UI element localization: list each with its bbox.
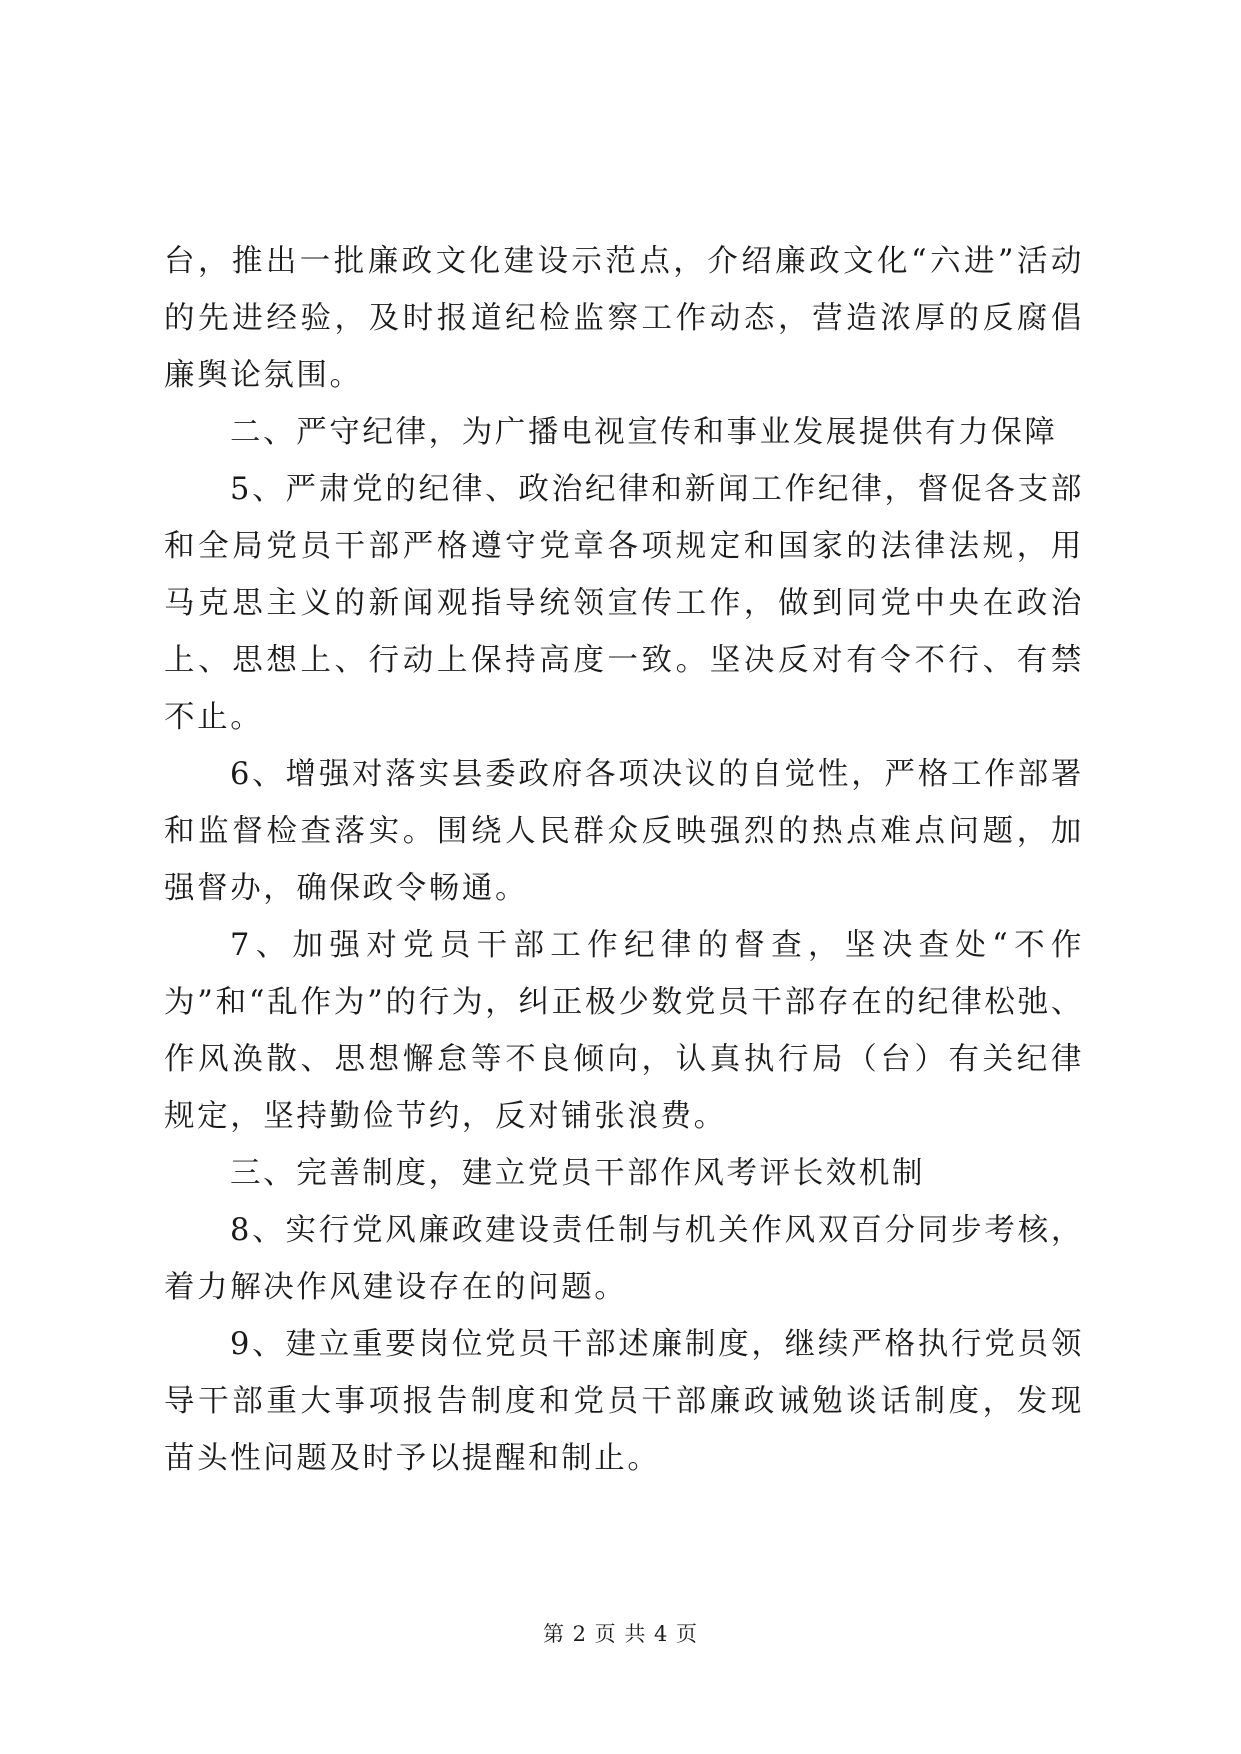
paragraph-item-9: 9、建立重要岗位党员干部述廉制度，继续严格执行党员领导干部重大事项报告制度和党员干部廉政诫勉谈话制度，发现苗头性问题及时予以提醒和制止。 (164, 1327, 1084, 1476)
page-footer (0, 1618, 1241, 1648)
paragraph-item-5: 5、严肃党的纪律、政治纪律和新闻工作纪律，督促各支部和全局党员干部严格遵守党章各项规定和国家的法律法规，用马克思主义的新闻观指导统领宣传工作，做到同党中央在政治上、思想上、行动上保持高度一致。坚决反对有令不行、有禁不止。 (164, 472, 1084, 735)
paragraph-continuation: 台，推出一批廉政文化建设示范点，介绍廉政文化“六进”活动的先进经验，及时报道纪检监察工作动态，营造浓厚的反腐倡廉舆论氛围。 (164, 244, 1084, 393)
document-body (164, 233, 1084, 1487)
paragraph-item-6: 6、增强对落实县委政府各项决议的自觉性，严格工作部署和监督检查落实。围绕人民群众反映强烈的热点难点问题，加强督办，确保政令畅通。 (164, 757, 1084, 906)
page-number-label: 第 2 页 共 4 页 (542, 1622, 699, 1646)
section-heading-2: 二、严守纪律，为广播电视宣传和事业发展提供有力保障 (230, 415, 1058, 450)
paragraph-item-8: 8、实行党风廉政建设责任制与机关作风双百分同步考核，着力解决作风建设存在的问题。 (164, 1213, 1084, 1305)
paragraph-item-7: 7、加强对党员干部工作纪律的督查，坚决查处“不作为”和“乱作为”的行为，纠正极少数党员干部存在的纪律松弛、作风涣散、思想懈怠等不良倾向，认真执行局（台）有关纪律规定，坚持勤俭节约，反对铺张浪费。 (164, 928, 1084, 1134)
section-heading-3: 三、完善制度，建立党员干部作风考评长效机制 (230, 1156, 926, 1191)
